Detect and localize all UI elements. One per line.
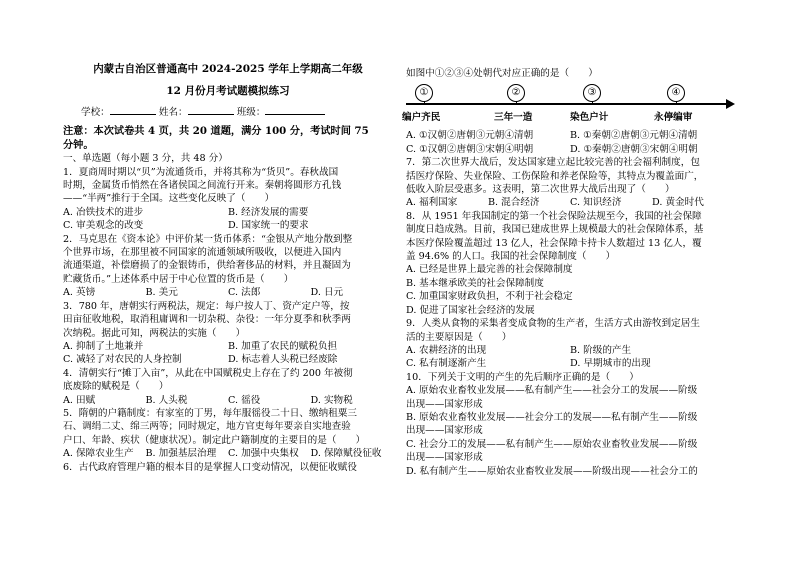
answer-option[interactable]: B. 人头税	[145, 394, 188, 406]
answer-option[interactable]: B. 加重了农民的赋税负担	[228, 340, 338, 352]
timeline-tick	[676, 101, 677, 105]
timeline-options	[406, 129, 734, 156]
answer-option[interactable]: B. 阶级的产生	[570, 344, 632, 356]
question-q4	[63, 367, 393, 407]
question-q5	[63, 407, 393, 461]
option-row	[63, 206, 393, 219]
question-text-line: 石、调绢二丈、绵三两等；同时规定，地方官吏每年要亲自实地查验	[63, 421, 351, 433]
school-field[interactable]	[110, 114, 156, 115]
question-text-line: 盖 94.6% 的人口。我国的社会保障制度（ ）	[406, 251, 616, 263]
question-text-line: 7．第二次世界大战后，发达国家建立起比较完善的社会福利制度，包	[406, 157, 700, 169]
question-text-line: ——“半两”推行于全国。这些变化反映了（ ）	[63, 193, 275, 205]
left-column	[63, 0, 393, 474]
question-text-line: 3．780 年，唐朝实行两税法，规定：每户按人丁、资产定户等，按	[63, 300, 350, 312]
question-text-line: 低收入阶层受惠多。这表明，第二次世界大战后出现了（ ）	[406, 184, 675, 196]
answer-option[interactable]: D. 实物税	[310, 394, 353, 406]
timeline-diagram	[402, 83, 734, 129]
answer-option[interactable]: A. 保障农业生产	[63, 448, 134, 460]
question-text-line: 2．马克思在《资本论》中评价某一货币体系：“金银从产地分散到整	[63, 233, 353, 245]
answer-option[interactable]: A. 农耕经济的出现	[406, 344, 487, 356]
school-label: 学校：	[81, 107, 110, 118]
name-field[interactable]	[188, 114, 234, 115]
answer-option[interactable]: D. 日元	[310, 287, 344, 299]
timeline-marker: ②	[507, 84, 525, 102]
option-row	[63, 394, 393, 407]
question-text-line: 活的主要原因是（ ）	[406, 331, 512, 343]
notice-line-2: 分钟。	[63, 138, 94, 151]
question-q8	[406, 210, 734, 317]
answer-option[interactable]: B. 经济发展的需要	[228, 206, 309, 218]
option-row	[406, 196, 734, 209]
question-text-line: A. 原始农业畜牧业发展——私有制产生——社会分工的发展——阶级	[406, 385, 698, 397]
answer-option[interactable]: A. 抑制了土地兼并	[63, 340, 144, 352]
timeline-arrow-icon	[726, 99, 735, 109]
answer-option[interactable]: C. 减轻了对农民的人身控制	[63, 354, 182, 366]
question-text-line: C. 社会分工的发展——私有制产生——原始农业畜牧业发展——阶级	[406, 438, 698, 450]
answer-option[interactable]: C. 徭役	[228, 394, 261, 406]
timeline-label: 三年一造	[494, 112, 533, 124]
question-text-line: 本医疗保险覆盖超过 13 亿人，社会保障卡持卡人数超过 13 亿人，覆	[406, 237, 702, 249]
option-row	[406, 357, 734, 370]
option-row	[63, 353, 393, 366]
notice-line-1: 注意：本次试卷共 4 页，共 20 道题，满分 100 分，考试时间 75	[63, 125, 369, 138]
answer-option[interactable]: C. 加强中央集权	[228, 448, 299, 460]
answer-option[interactable]: D. 促进了国家社会经济的发展	[406, 304, 535, 316]
question-text-line: 出现——国家形成	[406, 452, 483, 464]
question-text-line: 底废除的赋税是（ ）	[63, 381, 169, 393]
name-label: 姓名：	[158, 107, 188, 118]
question-text-line: B. 原始农业畜牧业发展——社会分工的发展——私有制产生——阶级	[406, 411, 698, 423]
question-text-line: 1．夏商周时期以“贝”为流通货币，并将其称为“货贝”。春秋战国	[63, 166, 339, 178]
question-text-line: 括医疗保险、失业保险、工伤保险和养老保险等，其特点为覆盖面广，	[406, 170, 704, 182]
answer-option[interactable]: A. ①汉朝②唐朝③元朝④清朝	[406, 130, 534, 142]
question-text-line: 次纳税。据此可知，两税法的实施（ ）	[63, 327, 246, 339]
question-q9	[406, 317, 734, 371]
question-text-line: 6．古代政府管理户籍的根本目的是掌握人口变动情况，以便征收赋役	[63, 461, 357, 473]
question-text-line: 出现——国家形成	[406, 398, 483, 410]
exam-subtitle: 12 月份月考试题模拟练习	[166, 85, 290, 97]
timeline-marker: ④	[667, 84, 685, 102]
timeline-label: 永停编审	[654, 112, 693, 124]
question-text-line: 出现——国家形成	[406, 425, 483, 437]
timeline-axis	[406, 103, 728, 105]
question-text-line: 田亩征收地税，取消租庸调和一切杂税、杂役：一年分夏季和秋季两	[63, 314, 351, 326]
answer-option[interactable]: D. 早期城市的出现	[570, 358, 651, 370]
answer-option[interactable]: D. 保障赋役征收	[310, 448, 382, 460]
answer-option[interactable]: C. ①汉朝②唐朝③宋朝④明朝	[406, 143, 534, 155]
option-row	[406, 129, 734, 142]
answer-option[interactable]: D. ①秦朝②唐朝③宋朝④明朝	[570, 143, 698, 155]
answer-option[interactable]: C. 知识经济	[570, 197, 622, 209]
question-text-line: 9．人类从食物的采集者变成食物的生产者，生活方式由游牧到定居生	[406, 318, 700, 330]
answer-option[interactable]: B. 基本继承欧美的社会保障制度	[406, 277, 544, 289]
question-text-line: 流通渠道，补偿磨损了的金银铸币，供给奢侈品的材料，并且凝固为	[63, 260, 351, 272]
option-row	[63, 219, 393, 232]
question-text-line: D. 私有制产生——原始农业畜牧业发展——阶级出现——社会分工的	[406, 465, 698, 477]
right-questions	[406, 156, 734, 478]
answer-option[interactable]: B. ①秦朝②唐朝③元朝④清朝	[570, 130, 698, 142]
question-q6	[63, 461, 393, 474]
answer-option[interactable]: B. 混合经济	[488, 197, 540, 209]
answer-option[interactable]: C. 私有制逐渐产生	[406, 358, 487, 370]
option-row	[406, 143, 734, 156]
answer-option[interactable]: C. 审美观念的改变	[63, 220, 144, 232]
left-questions	[63, 166, 393, 474]
answer-option[interactable]: A. 英镑	[63, 287, 96, 299]
class-field[interactable]	[265, 114, 325, 115]
class-label: 班级：	[236, 107, 266, 118]
question-text-line: 制度日趋成熟。目前，我国已建成世界上规模最大的社会保障体系，基	[406, 224, 704, 236]
student-info-line	[63, 106, 393, 119]
timeline-marker: ①	[415, 84, 433, 102]
answer-option[interactable]: B. 美元	[145, 287, 178, 299]
answer-option[interactable]: C. 法郎	[228, 287, 261, 299]
option-row	[406, 344, 734, 357]
question-q2	[63, 233, 393, 300]
timeline-tick	[424, 101, 425, 105]
timeline-label: 染色户计	[570, 112, 609, 124]
answer-option[interactable]: D. 标志着人头税已经废除	[228, 354, 338, 366]
section-heading: 一、单选题（每小题 3 分，共 48 分）	[63, 153, 228, 165]
question-text-line: 贮藏货币。”上述体系中居于中心位置的货币是（ ）	[63, 273, 294, 285]
option-row	[63, 286, 393, 299]
question-q7	[406, 156, 734, 210]
timeline-label: 编户齐民	[402, 112, 441, 124]
question-text-line: 10．下列关于文明的产生的先后顺序正确的是（ ）	[406, 371, 639, 383]
question-q1	[63, 166, 393, 233]
answer-option[interactable]: C. 加重国家财政负担，不利于社会稳定	[406, 291, 573, 303]
answer-option[interactable]: A. 福利国家	[406, 197, 458, 209]
question-q3	[63, 300, 393, 367]
question-q10	[406, 371, 734, 478]
answer-option[interactable]: D. 国家统一的要求	[228, 220, 309, 232]
timeline-marker: ③	[583, 84, 601, 102]
question-text-line: 时期，金属货币悄然在各诸侯国之间流行开来。秦朝将圆形方孔钱	[63, 180, 342, 192]
answer-option[interactable]: D. 黄金时代	[652, 197, 704, 209]
answer-option[interactable]: A. 田赋	[63, 394, 96, 406]
exam-title: 内蒙古自治区普通高中 2024-2025 学年上学期高二年级	[93, 63, 363, 75]
question-text-line: 4．清朝实行“摊丁入亩”，从此在中国赋税史上存在了约 200 年被彻	[63, 367, 353, 379]
right-column	[402, 0, 734, 478]
answer-option[interactable]: A. 已经是世界上最完善的社会保障制度	[406, 264, 573, 276]
answer-option[interactable]: A. 冶铁技术的进步	[63, 206, 144, 218]
timeline-question: 如图中①②③④处朝代对应正确的是（ ）	[406, 68, 598, 79]
answer-option[interactable]: B. 加强基层治理	[145, 448, 217, 460]
question-text-line: 户口、年龄、疾状（健康状况）。制定此户籍制度的主要目的是（ ）	[63, 434, 366, 446]
option-row	[63, 340, 393, 353]
timeline-tick	[516, 101, 517, 105]
timeline-tick	[592, 101, 593, 105]
question-text-line: 8．从 1951 年我国制定的第一个社会保险法规至今，我国的社会保障	[406, 210, 702, 222]
question-text-line: 个世界市场，在那里被不同国家的流通领域所吸收，以便进入国内	[63, 247, 342, 259]
option-row	[63, 447, 393, 460]
question-text-line: 5．隋朝的户籍制度：有家室的丁男，每年服徭役二十日、缴纳租粟三	[63, 407, 357, 419]
